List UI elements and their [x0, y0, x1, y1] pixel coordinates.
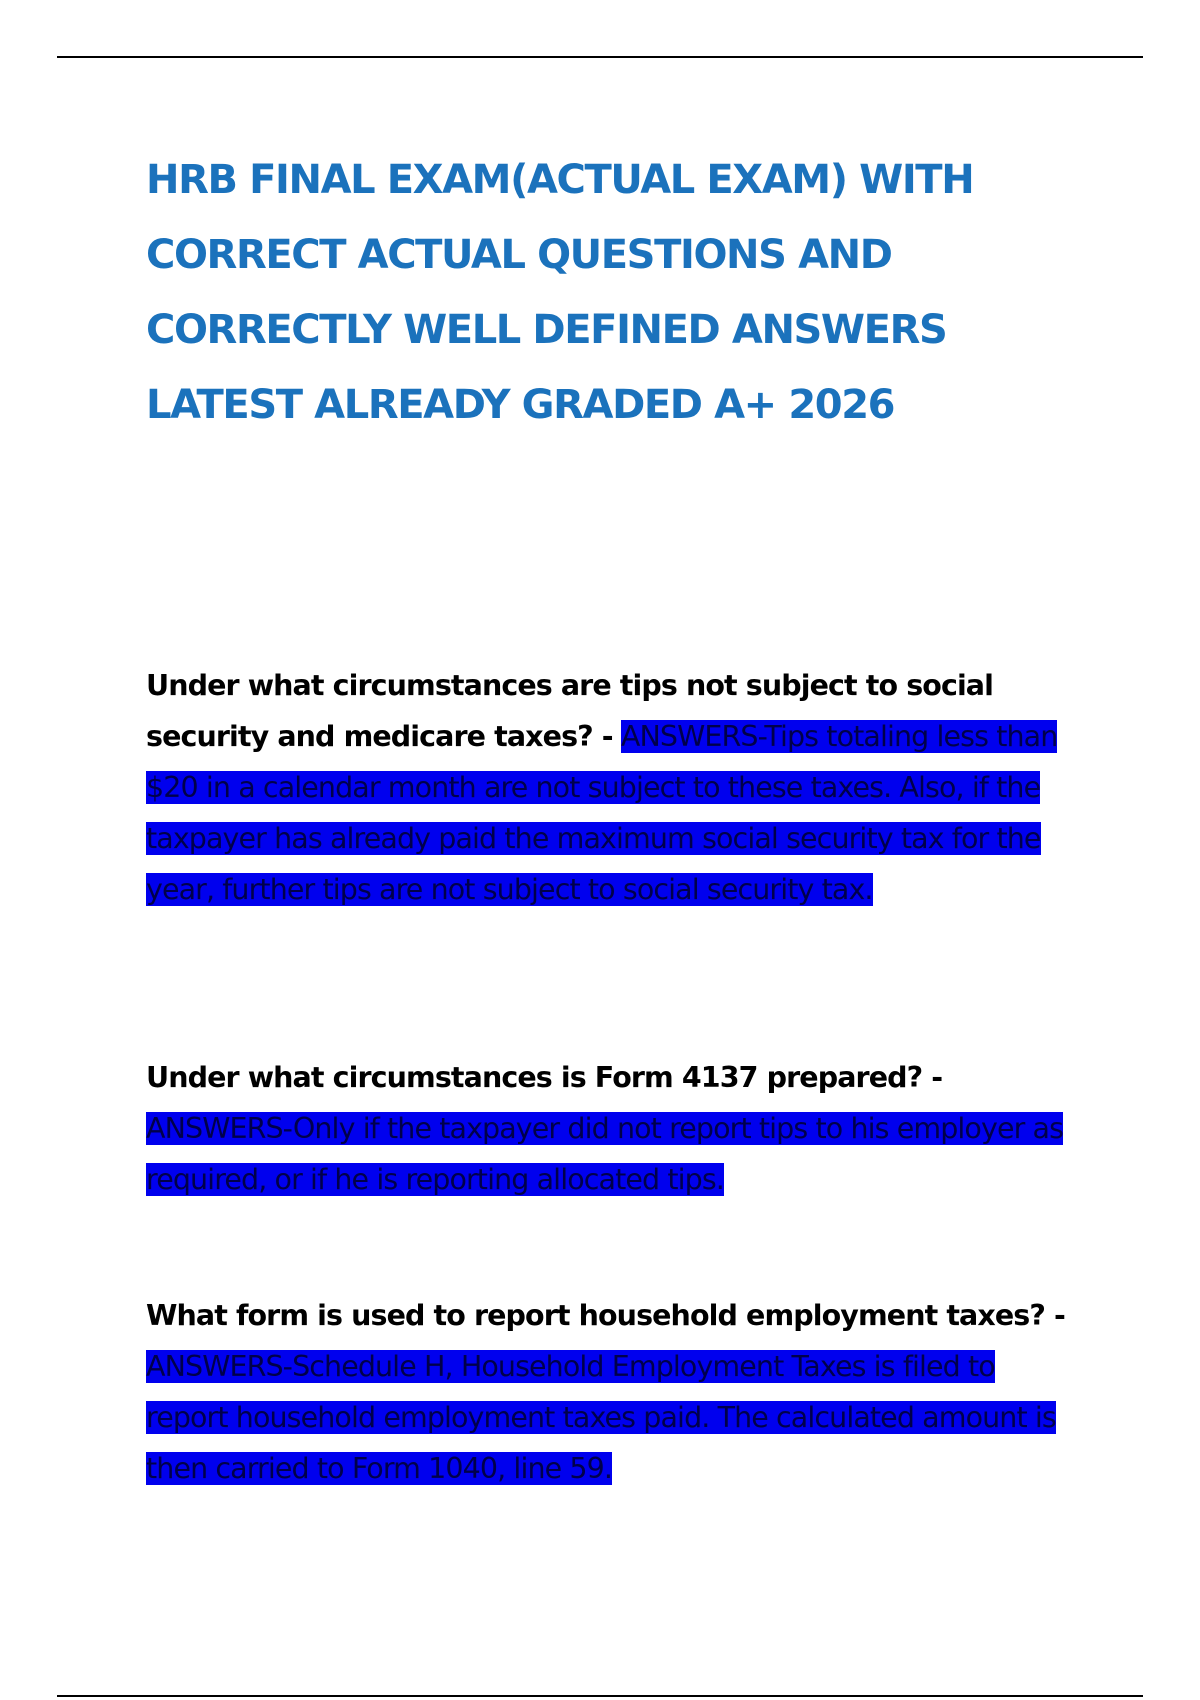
question-1: Under what circumstances are tips not subject to social security and medicare taxes? -	[146, 669, 994, 753]
bottom-rule	[57, 1695, 1143, 1697]
qa-item-3	[146, 1290, 1066, 1494]
document-title: HRB FINAL EXAM(ACTUAL EXAM) WITH CORRECT ACTUAL QUESTIONS AND CORRECTLY WELL DEFINED ANSWERS LATEST ALREADY GRADED A+ 2026	[146, 157, 974, 428]
answer-1: ANSWERS-Tips totaling less than $20 in a calendar month are not subject to these taxes. Also, if the taxpayer has already paid the maximum social security tax for the year, further tips are not subject to social security tax.	[146, 720, 1058, 906]
qa-item-1	[146, 660, 1066, 915]
top-rule	[57, 56, 1143, 58]
qa-item-2	[146, 1052, 1066, 1205]
question-3: What form is used to report household employment taxes? -	[146, 1299, 1065, 1332]
answer-2: ANSWERS-Only if the taxpayer did not report tips to his employer as required, or if he is reporting allocated tips.	[146, 1112, 1064, 1196]
question-2: Under what circumstances is Form 4137 prepared? -	[146, 1061, 943, 1094]
answer-3: ANSWERS-Schedule H, Household Employment Taxes is filed to report household employment taxes paid. The calculated amount is then carried to Form 1040, line 59.	[146, 1350, 1056, 1485]
